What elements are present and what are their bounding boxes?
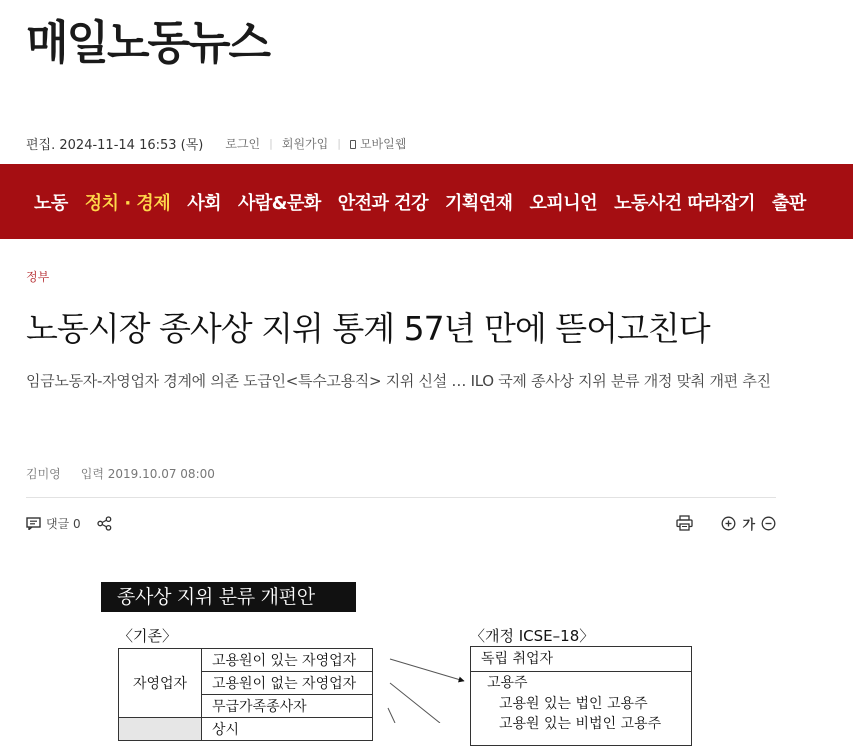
old-group-wage (119, 718, 202, 741)
old-item: 고용원이 있는 자영업자 (202, 649, 373, 672)
mobile-web-label: 모바일웹 (359, 136, 407, 151)
new-employer: 고용주 (487, 675, 528, 691)
byline (26, 465, 215, 482)
old-item: 상시 (202, 718, 373, 741)
comment-icon[interactable] (26, 517, 41, 530)
new-employer-item: 고용원 있는 비법인 고용주 (499, 716, 662, 732)
author[interactable]: 김미영 (26, 467, 61, 481)
figure-old-label: 〈기존〉 (118, 627, 177, 645)
table-row (119, 718, 373, 741)
mobile-phone-icon (350, 140, 356, 149)
article-toolbar (26, 512, 776, 534)
divider: | (337, 136, 341, 150)
article-title: 노동시장 종사상 지위 통계 57년 만에 뜯어고친다 (26, 309, 710, 348)
font-size-label: 가 (742, 517, 755, 533)
nav-item-politics-economy[interactable]: 정치 · 경제 (84, 192, 171, 214)
edit-date: 편집. 2024-11-14 16:53 (목) (26, 137, 204, 153)
old-group-self-employed: 자영업자 (119, 649, 202, 718)
site-logo[interactable]: 매일노동뉴스 (26, 16, 270, 71)
login-link[interactable]: 로그인 (225, 136, 261, 151)
byline-divider (26, 497, 776, 498)
comment-count-button[interactable] (46, 515, 81, 532)
nav-item-labor[interactable]: 노동 (34, 192, 68, 214)
article-category[interactable]: 정부 (26, 270, 50, 284)
share-icon[interactable] (97, 516, 112, 531)
old-item: 고용원이 없는 자영업자 (202, 672, 373, 695)
old-item: 무급가족종사자 (202, 695, 373, 718)
nav-item-safety-health[interactable]: 안전과 건강 (337, 192, 428, 214)
divider: | (269, 136, 273, 150)
mobile-web-link[interactable] (350, 135, 406, 152)
mapping-arrow (390, 659, 464, 681)
print-icon[interactable] (676, 515, 693, 531)
old-classification-table (118, 648, 373, 741)
new-independent-worker: 독립 취업자 (471, 647, 691, 672)
article-subtitle: 임금노동자-자영업자 경계에 의존 도급인<특수고용직> 지위 신설 … ILO 국제 종사상 지위 분류 개정 맞춰 개편 추진 (26, 372, 771, 390)
signup-link[interactable]: 회원가입 (281, 136, 329, 151)
nav-item-opinion[interactable]: 오피니언 (529, 192, 598, 214)
zoom-out-icon[interactable] (761, 516, 776, 531)
nav-item-series[interactable]: 기획연재 (444, 192, 513, 214)
nav-item-society[interactable]: 사회 (187, 192, 221, 214)
figure-title: 종사상 지위 분류 개편안 (101, 582, 356, 612)
top-bar (26, 134, 406, 152)
comment-label: 댓글 (46, 516, 70, 531)
nav-item-publishing[interactable]: 출판 (771, 192, 806, 214)
nav-item-labor-cases[interactable]: 노동사건 따라잡기 (614, 192, 755, 214)
publish-date: 입력 2019.10.07 08:00 (80, 467, 215, 481)
zoom-in-icon[interactable] (721, 516, 736, 531)
mapping-arrow (390, 683, 440, 723)
new-employer-item: 고용원 있는 법인 고용주 (499, 696, 648, 712)
new-classification-box (470, 646, 692, 746)
nav-item-people-culture[interactable]: 사람&문화 (238, 192, 321, 214)
mapping-arrow (388, 708, 395, 723)
table-row (119, 649, 373, 672)
main-nav (0, 164, 853, 239)
figure-new-label: 〈개정 ICSE–18〉 (470, 627, 595, 645)
comment-count: 0 (73, 516, 81, 531)
